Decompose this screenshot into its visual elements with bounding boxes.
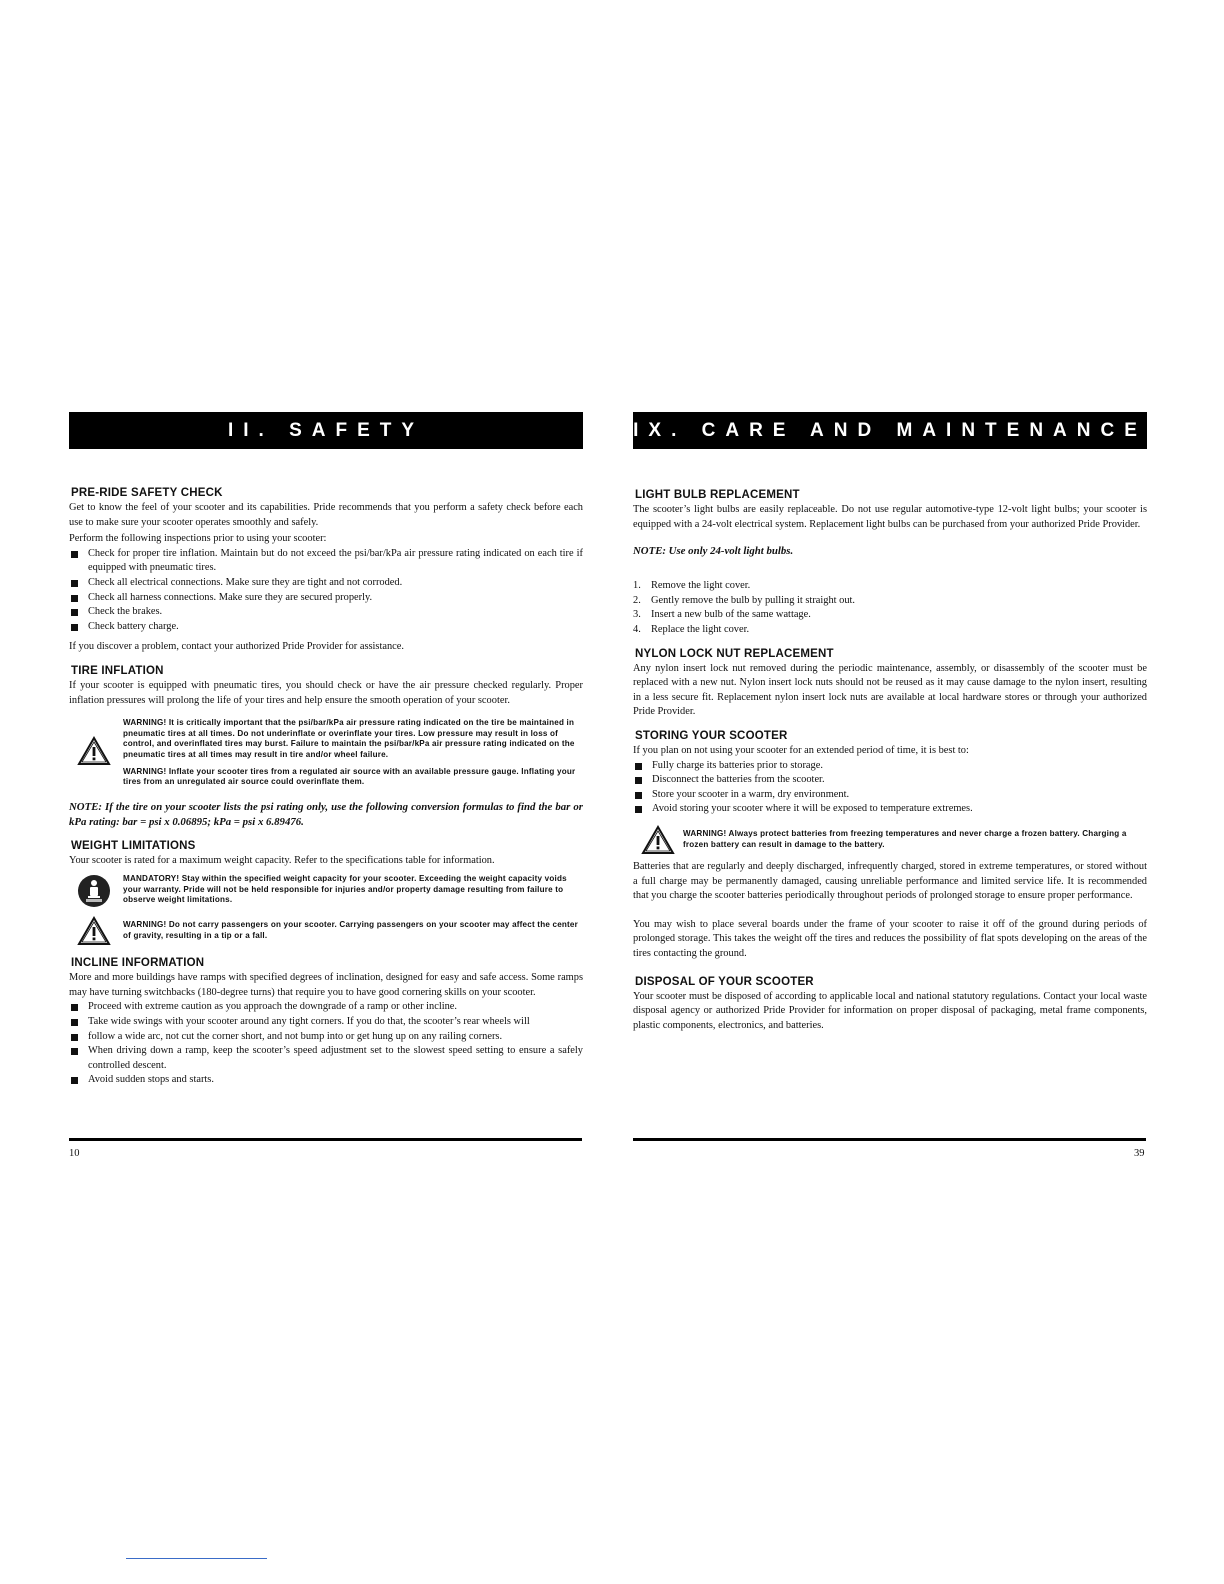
warning-triangle-icon bbox=[69, 718, 119, 766]
right-page bbox=[633, 412, 1147, 1033]
list-item: Avoid sudden stops and starts. bbox=[69, 1073, 583, 1088]
heading-preride: PRE-RIDE SAFETY CHECK bbox=[71, 487, 223, 499]
weight-mandatory: MANDATORY! Stay within the specified weight capacity for your scooter. Exceeding the weight capacity voids your warranty. Pride will not be held responsible for injuries and/or property damage resulting from failure to observe weight limitations. bbox=[123, 874, 567, 905]
list-item: 2. Gently remove the bulb by pulling it straight out. bbox=[633, 594, 856, 606]
bulb-intro: The scooter’s light bulbs are easily replaceable. Do not use regular automotive-type 12-volt light bulbs; your scooter is equipped with a 24-volt electrical system. Replacement light bulbs can be purchased from your authorized Pride Provider. bbox=[633, 504, 1147, 530]
preride-perform: Perform the following inspections prior to using your scooter: bbox=[69, 533, 327, 545]
weight-warning: WARNING! Do not carry passengers on your scooter. Carrying passengers on your scooter may affect the center of gravity, resulting in a tip or a fall. bbox=[123, 920, 578, 940]
storing-warning-box bbox=[633, 825, 1147, 856]
preride-problem: If you discover a problem, contact your authorized Pride Provider for assistance. bbox=[69, 641, 404, 653]
list-item: follow a wide arc, not cut the corner short, and not bump into or get hung up on any railing corners. bbox=[69, 1030, 583, 1045]
weight-mandatory-box bbox=[69, 874, 583, 912]
warning-triangle-icon bbox=[633, 825, 683, 855]
heading-tire: TIRE INFLATION bbox=[71, 664, 164, 677]
list-item: Check the brakes. bbox=[69, 605, 583, 620]
heading-storing: STORING YOUR SCOOTER bbox=[635, 729, 788, 742]
heading-bulb: LIGHT BULB REPLACEMENT bbox=[635, 489, 800, 501]
list-item: 4. Replace the light cover. bbox=[633, 623, 750, 635]
right-footer-rule bbox=[633, 1138, 1146, 1141]
list-item: When driving down a ramp, keep the scooter’s speed adjustment set to the slowest speed setting to ensure a safely controlled descent. bbox=[69, 1044, 583, 1073]
storing-batteries: Batteries that are regularly and deeply discharged, infrequently charged, stored in extreme temperatures, or stored without a full charge may be permanently damaged, causing unreliable performance and limited service life. It is recommended that you charge the scooter batteries periodically throughout periods of prolonged storage to ensure proper performance. bbox=[633, 861, 1147, 902]
list-item: 1. Remove the light cover. bbox=[633, 580, 751, 592]
warning-triangle-icon bbox=[69, 916, 119, 946]
heading-incline: INCLINE INFORMATION bbox=[71, 957, 205, 970]
preride-list bbox=[69, 547, 583, 635]
list-item: Take wide swings with your scooter around any tight corners. If you do that, the scooter’s rear wheels will bbox=[69, 1015, 583, 1030]
bulb-steps bbox=[633, 579, 1147, 637]
weight-warning-box bbox=[69, 916, 583, 947]
page-number-left: 10 bbox=[69, 1148, 80, 1159]
list-item: Store your scooter in a warm, dry environment. bbox=[633, 788, 1147, 803]
section-banner-safety: II. SAFETY bbox=[69, 412, 583, 449]
list-item: 3. Insert a new bulb of the same wattage. bbox=[633, 609, 811, 621]
disposal-text: Your scooter must be disposed of according to applicable local and national statutory regulations. Contact your local waste disposal agency or authorized Pride Provider for information on proper disposal of packaging, metal frame components, plastic components, electronics, and batteries. bbox=[633, 990, 1147, 1031]
tire-warning-box bbox=[69, 718, 583, 794]
list-item: Check battery charge. bbox=[69, 620, 583, 635]
section-banner-care: IX. CARE AND MAINTENANCE bbox=[633, 412, 1147, 449]
heading-nylon: NYLON LOCK NUT REPLACEMENT bbox=[635, 647, 834, 660]
list-item: Check all harness connections. Make sure they are secured properly. bbox=[69, 591, 583, 606]
list-item: Disconnect the batteries from the scooter. bbox=[633, 773, 1147, 788]
mandatory-icon bbox=[69, 874, 119, 908]
heading-disposal: DISPOSAL OF YOUR SCOOTER bbox=[635, 975, 814, 988]
list-item: Check all electrical connections. Make sure they are tight and not corroded. bbox=[69, 576, 583, 591]
storing-boards: You may wish to place several boards under the frame of your scooter to raise it off of the ground during periods of prolonged storage. This takes the weight off the tires and reduces the possibility of flat spots developing on the areas of the tires contacting the ground. bbox=[633, 918, 1147, 960]
tire-note: NOTE: If the tire on your scooter lists the psi rating only, use the following conversion formulas to find the bar or kPa rating: bar = psi x 0.06895; kPa = psi x 6.89476. bbox=[69, 800, 583, 828]
list-item: Fully charge its batteries prior to storage. bbox=[633, 759, 1147, 774]
left-footer-rule bbox=[69, 1138, 582, 1141]
storing-warning: WARNING! Always protect batteries from freezing temperatures and never charge a frozen battery. Charging a frozen battery can result in damage to the battery. bbox=[683, 828, 1127, 849]
list-item: Avoid storing your scooter where it will be exposed to temperature extremes. bbox=[633, 802, 1147, 817]
left-page bbox=[69, 412, 583, 1088]
blue-underline-mark bbox=[126, 1558, 267, 1559]
heading-weight: WEIGHT LIMITATIONS bbox=[71, 839, 196, 852]
list-item: Proceed with extreme caution as you approach the downgrade of a ramp or other incline. bbox=[69, 1000, 583, 1015]
incline-list bbox=[69, 1000, 583, 1088]
page-number-right: 39 bbox=[1134, 1148, 1145, 1159]
list-item: Check for proper tire inflation. Maintain but do not exceed the psi/bar/kPa air pressure rating indicated on each tire if equipped with pneumatic tires. bbox=[69, 547, 583, 576]
storing-intro: If you plan on not using your scooter for an extended period of time, it is best to: bbox=[633, 744, 969, 756]
bulb-note: NOTE: Use only 24-volt light bulbs. bbox=[633, 545, 794, 558]
incline-intro: More and more buildings have ramps with specified degrees of inclination, designed for easy and safe access. Some ramps may have turning switchbacks (180-degree turns) that require you to have good cornering skills on your scooter. bbox=[69, 972, 583, 998]
weight-intro: Your scooter is rated for a maximum weight capacity. Refer to the specifications table for information. bbox=[69, 854, 495, 866]
preride-intro: Get to know the feel of your scooter and its capabilities. Pride recommends that you perform a safety check before each use to make sure your scooter operates smoothly and safely. bbox=[69, 502, 583, 528]
tire-warning-1: WARNING! It is critically important that the psi/bar/kPa air pressure rating indicated on the tire be maintained in pneumatic tires at all times. Do not underinflate or overinflate your tires. Low pressure may result in loss of control, and overinflated tires may burst. Failure to maintain the psi/bar/kPa air pressure rating indicated on the pneumatic tires at all times may result in tire and/or wheel failure. bbox=[123, 718, 575, 759]
tire-warning-2: WARNING! Inflate your scooter tires from a regulated air source with an available pressure gauge. Inflating your tires from an unregulated air source could overinflate them. bbox=[123, 766, 576, 787]
nylon-text: Any nylon insert lock nut removed during the periodic maintenance, assembly, or disassembly of the scooter must be replaced with a new nut. Nylon insert lock nuts should not be reused as it may cause damage to the nylon insert, resulting in a less secure fit. Replacement nylon insert lock nuts are available at local hardware stores or through your authorized Pride Provider. bbox=[633, 662, 1147, 718]
storing-list bbox=[633, 759, 1147, 817]
tire-intro: If your scooter is equipped with pneumatic tires, you should check or have the air pressure checked regularly. Proper inflation pressures will prolong the life of your tires and help ensure the smooth operation of your scooter. bbox=[69, 679, 583, 706]
